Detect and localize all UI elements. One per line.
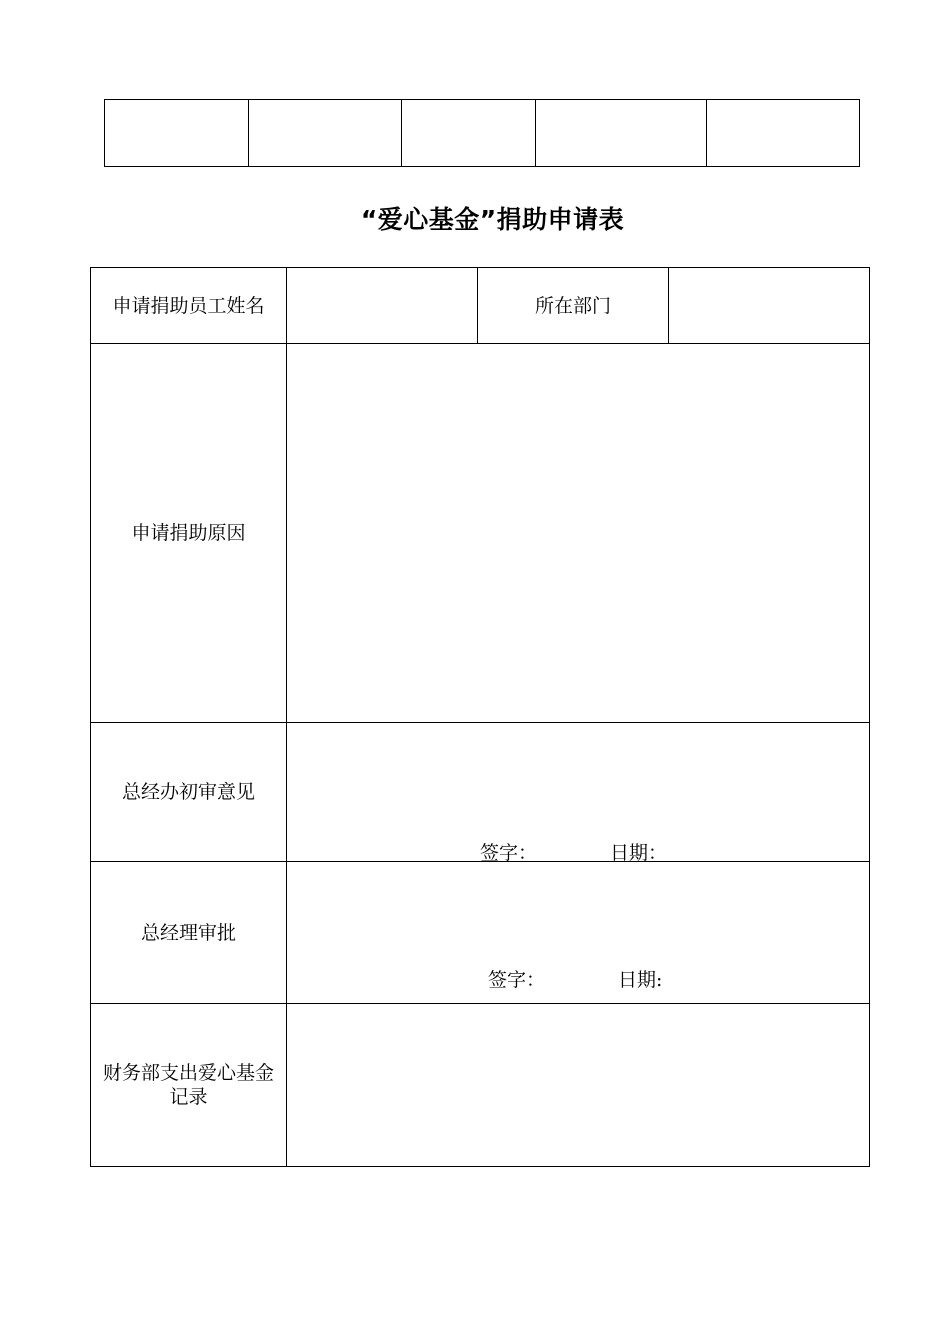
page-title: “爱心基金”捐助申请表 bbox=[360, 205, 625, 234]
top-blank-cell-4[interactable] bbox=[536, 100, 707, 167]
row-applicant bbox=[91, 268, 870, 344]
row-gm-approval bbox=[91, 862, 870, 1004]
row-office-review bbox=[91, 723, 870, 862]
department-field[interactable] bbox=[669, 268, 870, 344]
gm-approval-field[interactable] bbox=[287, 862, 870, 1004]
reason-field[interactable] bbox=[287, 344, 870, 723]
row-reason bbox=[91, 344, 870, 723]
top-blank-cell-1[interactable] bbox=[105, 100, 249, 167]
applicant-name-field[interactable] bbox=[287, 268, 478, 344]
row-finance-record bbox=[91, 1004, 870, 1167]
office-sign-label: 签字： bbox=[480, 842, 538, 864]
finance-record-label-cell bbox=[91, 1004, 287, 1167]
gm-sign-label: 签字： bbox=[488, 969, 546, 991]
office-date-label: 日期： bbox=[610, 842, 668, 864]
gm-approval-label: 总经理审批 bbox=[91, 862, 287, 1004]
department-label: 所在部门 bbox=[478, 268, 669, 344]
top-blank-table bbox=[104, 99, 860, 167]
top-blank-cell-3[interactable] bbox=[402, 100, 536, 167]
office-review-field[interactable] bbox=[287, 723, 870, 862]
application-form-table bbox=[90, 267, 870, 1167]
finance-record-field[interactable] bbox=[287, 1004, 870, 1167]
applicant-name-label: 申请捐助员工姓名 bbox=[91, 268, 287, 344]
top-blank-row bbox=[105, 100, 860, 167]
office-review-label: 总经办初审意见 bbox=[91, 723, 287, 862]
top-blank-cell-5[interactable] bbox=[707, 100, 860, 167]
reason-label: 申请捐助原因 bbox=[91, 344, 287, 723]
gm-date-label: 日期: bbox=[618, 969, 663, 991]
finance-record-label: 财务部支出爱心基金记录 bbox=[102, 1062, 274, 1108]
top-blank-cell-2[interactable] bbox=[249, 100, 402, 167]
